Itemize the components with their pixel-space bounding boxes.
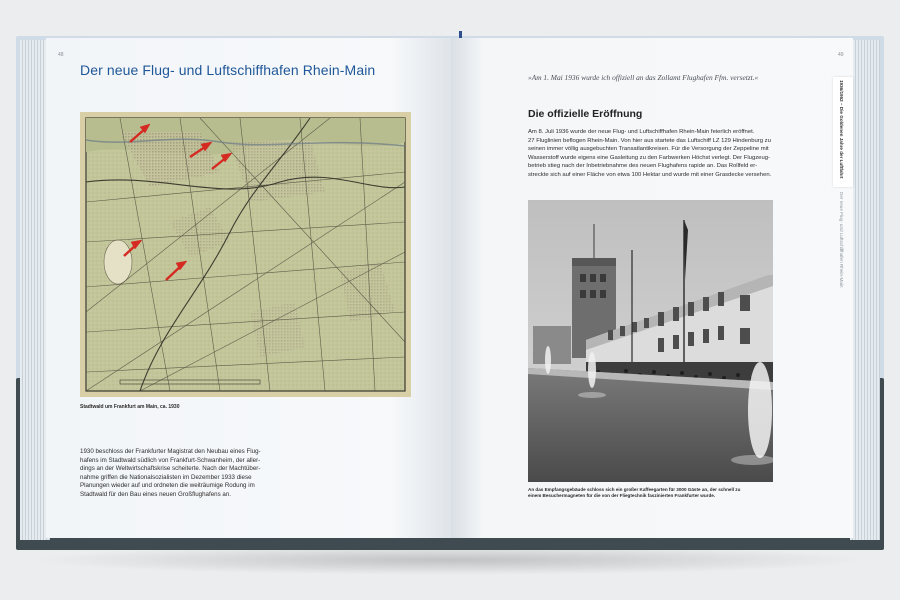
body-line: 1930 beschloss der Frankfurter Magistrat den Neubau eines Flug- [80, 448, 261, 455]
body-line: seinen immer völlig ausgebuchten Transatlantikreisen. Für die Versorgung der Zeppeline mit [528, 146, 769, 152]
body-line: hafens im Stadtwald südlich von Frankfurt-Schwanheim, der aller- [80, 456, 261, 464]
left-body-text [80, 448, 280, 499]
right-page-number: 49 [838, 52, 844, 58]
body-line: Stadtwald für den Bau eines neuen Großflughafens an. [80, 490, 232, 498]
running-section-label: Der neue Flug- und Luftschiffhafen Rhein-Main [839, 192, 844, 288]
page-stack-right [850, 40, 880, 540]
body-line: betrieb stieg nach der Inbetriebnahme des neuen Flughafens rapide an. Das Rollfeld er- [528, 163, 758, 169]
right-body-text [528, 128, 788, 179]
body-line: nahme griffen die Nationalsozialisten im Dezember 1933 diese [80, 473, 252, 481]
body-line: dings an der Weltwirtschaftskrise scheiterte. Nach der Machtüber- [80, 465, 261, 472]
caption-line: An das Empfangsgebäude schloss sich ein großer Kaffeegarten für 3000 Gäste an, der schnell zu [528, 487, 741, 492]
chapter-tab-label: 1936/1952 – Die Goldenen Jahre der Luftfahrt [839, 80, 844, 179]
body-line: 27 Fluglinien beflogen Rhein-Main. Von hier aus startete das Luftschiff LZ 129 Hindenburg zu [528, 137, 771, 144]
section-heading: Die offizielle Eröffnung [528, 108, 643, 120]
body-line: Planungen wieder auf und ordneten die weiträumige Rodung im [80, 482, 255, 489]
body-line: Wasserstoff wurde eigens eine Gasleitung zu den Farbwerken Höchst verlegt. Der Flugzeug- [528, 154, 770, 161]
terminal-building-photo [528, 200, 773, 482]
body-line: streckte sich auf einer Fläche von etwa 100 Hektar und wurde mit einer Grasdecke versehen. [528, 171, 772, 178]
airport-photo [528, 200, 773, 482]
quote-text: »Am 1. Mai 1936 wurde ich offiziell an das Zollamt Flughafen Ffm. versetzt.« [528, 73, 759, 82]
map-caption: Stadtwald um Frankfurt am Main, ca. 1930 [80, 404, 180, 410]
stadtwald-map [80, 112, 411, 397]
historic-map-image [80, 112, 411, 397]
body-line: Am 8. Juli 1936 wurde der neue Flug- und Luftschiffhafen Rhein-Main feierlich eröffnet. [528, 129, 755, 135]
photo-caption [528, 487, 773, 499]
left-page-number: 48 [58, 52, 64, 58]
caption-line: einem Besuchermagneten für die von der Fliegtechnik faszinierten Frankfurter wurde. [528, 493, 716, 498]
page-title: Der neue Flug- und Luftschiffhafen Rhein-Main [80, 62, 376, 78]
